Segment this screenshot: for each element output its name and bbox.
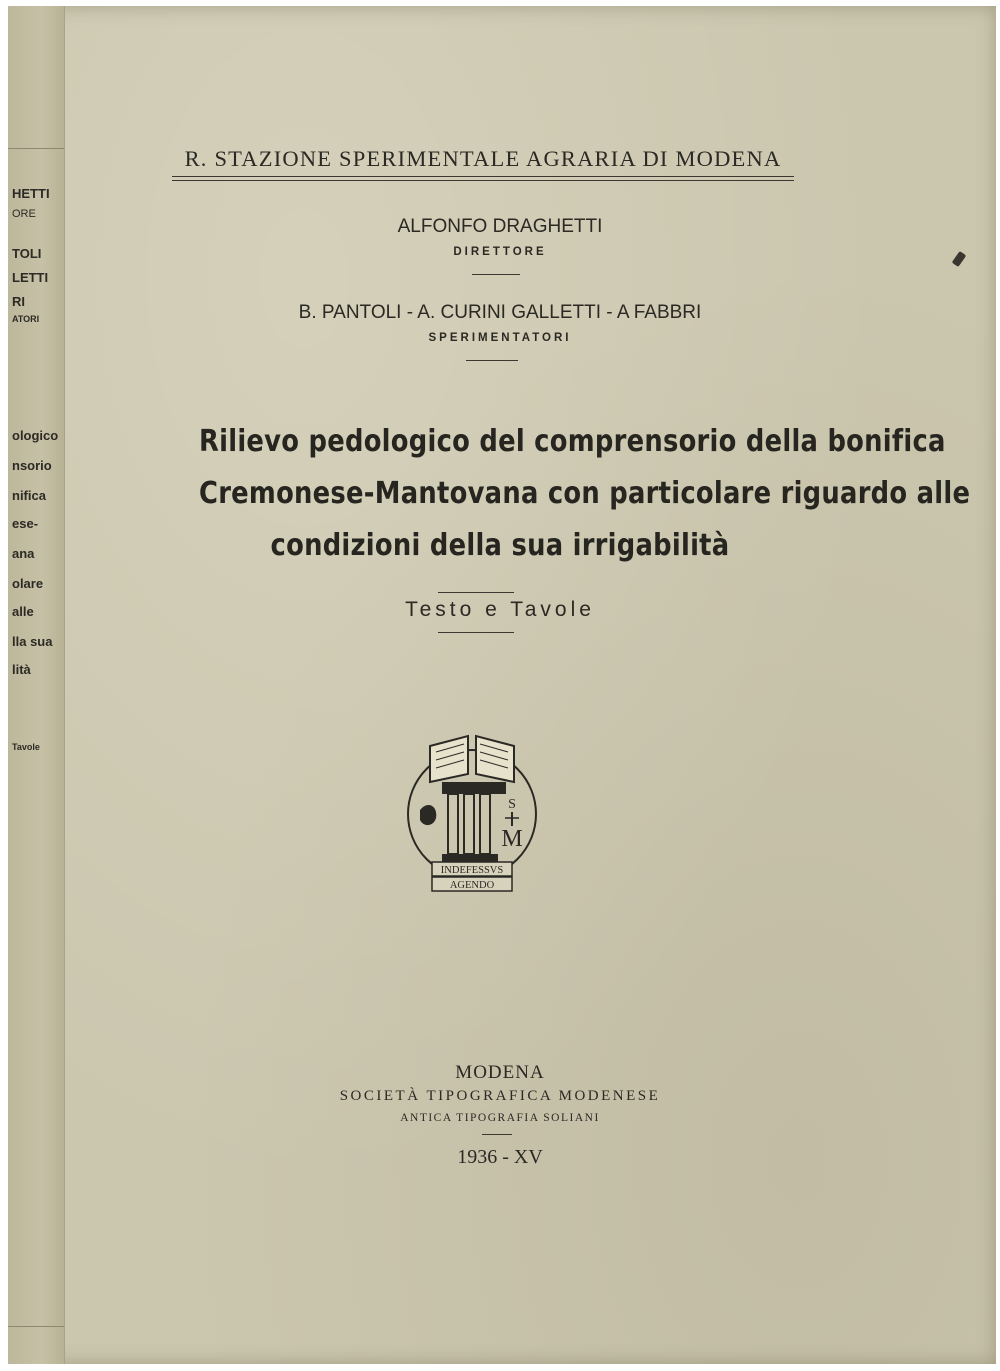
spine-fragment: olare xyxy=(12,576,44,591)
emblem-motto-bottom: AGENDO xyxy=(449,880,495,891)
spine-fragment: nsorio xyxy=(12,458,52,473)
emblem-monogram-top: S xyxy=(508,797,516,812)
experimenters-names: B. PANTOLI - A. CURINI GALLETTI - A FABBRI xyxy=(298,302,702,323)
imprint-printer: ANTICA TIPOGRAFIA SOLIANI xyxy=(400,1112,600,1124)
spine-fragment: ologico xyxy=(12,428,59,443)
title-line-2: Cremonese-Mantovana con particolare riguardo alle xyxy=(199,476,971,511)
heading-rule-bottom xyxy=(172,180,794,181)
title-line-3: condizioni della sua irrigabilità xyxy=(270,528,730,563)
spine-fragment: lità xyxy=(12,662,31,677)
spine-fragment: HETTI xyxy=(12,186,50,201)
spine-fragment: TOLI xyxy=(12,246,42,261)
director-name: ALFONFO DRAGHETTI xyxy=(397,216,603,237)
spine-fragment: lla sua xyxy=(12,634,53,649)
spine-fragment: ATORI xyxy=(12,314,40,324)
title-line-1: Rilievo pedologico del comprensorio della bonifica xyxy=(199,424,946,459)
institution-heading: R. STAZIONE SPERIMENTALE AGRARIA DI MODENA xyxy=(184,146,782,171)
spine-fragment: ana xyxy=(12,546,35,561)
emblem-monogram-bottom: M xyxy=(501,826,523,852)
printer-emblem xyxy=(402,722,542,894)
director-role: DIRETTORE xyxy=(453,246,547,258)
spine-fragment: ORE xyxy=(12,208,36,220)
spine-fragment: LETTI xyxy=(12,270,49,285)
spine-rule-top xyxy=(8,148,64,149)
divider-rule xyxy=(472,274,520,275)
spine-fragment: ese- xyxy=(12,516,39,531)
divider-rule xyxy=(466,360,518,361)
subtitle: Testo e Tavole xyxy=(405,598,595,621)
divider-rule xyxy=(482,1134,512,1135)
spine-fragment: nifica xyxy=(12,488,46,503)
subtitle-rule-top xyxy=(438,592,514,593)
spine-fragment: alle xyxy=(12,604,34,619)
spine-fragment: Tavole xyxy=(12,742,40,752)
experimenters-role: SPERIMENTATORI xyxy=(428,332,572,344)
spine-fragment: RI xyxy=(12,294,25,309)
imprint-city: MODENA xyxy=(455,1062,545,1083)
imprint-publisher: SOCIETÀ TIPOGRAFICA MODENESE xyxy=(339,1088,661,1104)
subtitle-rule-bottom xyxy=(438,632,514,633)
heading-rule-top xyxy=(172,176,794,177)
emblem-motto-top: INDEFESSVS xyxy=(440,865,504,876)
imprint-year: 1936 - XV xyxy=(457,1146,543,1168)
spine-rule-bottom xyxy=(8,1326,64,1327)
